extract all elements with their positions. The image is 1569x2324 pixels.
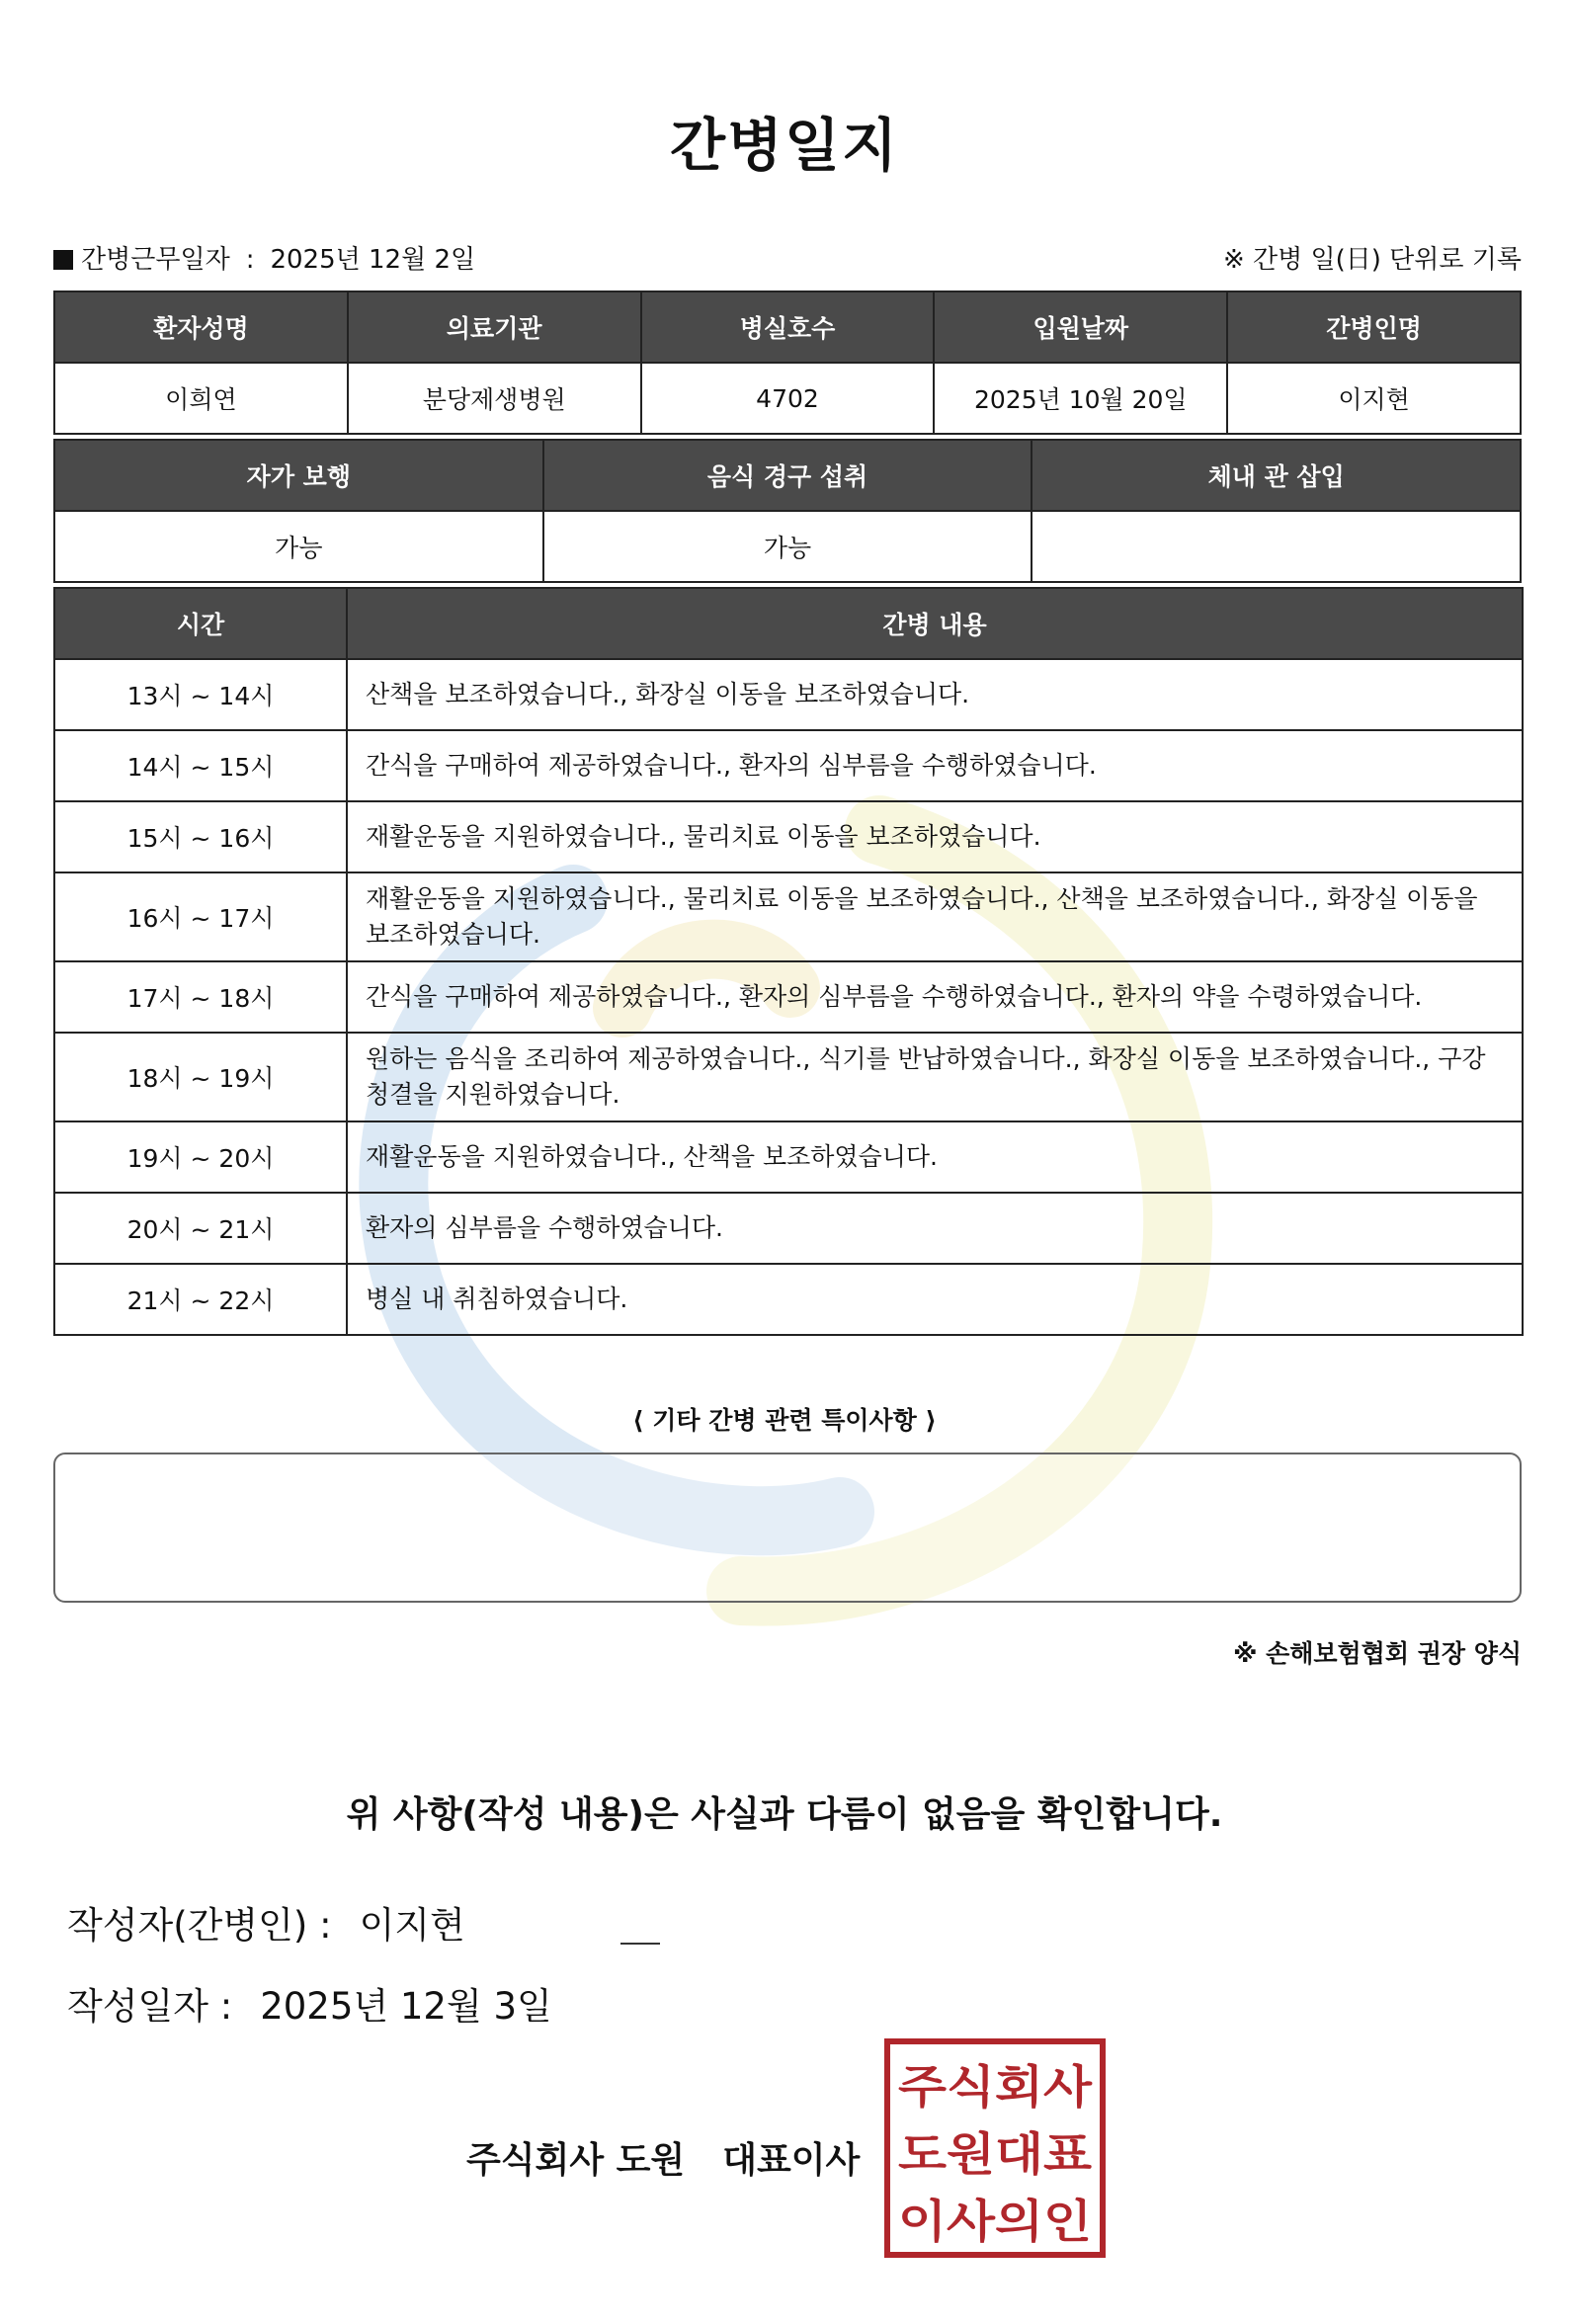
log-time: 14시 ~ 15시 (54, 730, 347, 801)
log-time: 17시 ~ 18시 (54, 961, 347, 1033)
company-role: 대표이사 (722, 2140, 861, 2181)
special-notes-box (53, 1452, 1522, 1603)
work-date-separator: : (245, 245, 255, 275)
work-date-label: 간병근무일자 (81, 245, 230, 275)
work-date-line (53, 239, 475, 276)
log-content: 재활운동을 지원하였습니다., 산책을 보조하였습니다. (347, 1121, 1523, 1193)
log-content: 환자의 심부름을 수행하였습니다. (347, 1193, 1523, 1264)
room-number-value: 4702 (641, 363, 935, 434)
log-time: 20시 ~ 21시 (54, 1193, 347, 1264)
log-time: 13시 ~ 14시 (54, 659, 347, 730)
log-content: 재활운동을 지원하였습니다., 물리치료 이동을 보조하였습니다., 산책을 보조하였습니다., 화장실 이동을 보조하였습니다. (347, 872, 1523, 961)
page-title: 간병일지 (669, 112, 900, 179)
header-time: 시간 (54, 588, 347, 659)
seal-line: 주식회사 (898, 2060, 1093, 2114)
patient-status-table (53, 439, 1522, 583)
patient-info-header-row (54, 291, 1521, 363)
header-tube-insertion: 체내 관 삽입 (1032, 440, 1521, 511)
table-row (54, 1033, 1523, 1121)
oral-intake-value: 가능 (543, 511, 1032, 582)
writer-line (67, 1895, 465, 1949)
patient-status-header-row (54, 440, 1521, 511)
writer-label: 작성자(간병인) : (67, 1904, 332, 1947)
log-time: 15시 ~ 16시 (54, 801, 347, 872)
header-patient-name: 환자성명 (54, 291, 348, 363)
self-walking-value: 가능 (54, 511, 543, 582)
log-content: 병실 내 취침하였습니다. (347, 1264, 1523, 1335)
seal-line: 이사의인 (898, 2195, 1092, 2248)
log-content: 원하는 음식을 조리하여 제공하였습니다., 식기를 반납하였습니다., 화장실 이동을 보조하였습니다., 구강 청결을 지원하였습니다. (347, 1033, 1523, 1121)
header-care-content: 간병 내용 (347, 588, 1523, 659)
table-row (54, 1121, 1523, 1193)
header-room-number: 병실호수 (641, 291, 935, 363)
square-bullet-icon (53, 250, 73, 270)
confirmation-statement: 위 사항(작성 내용)은 사실과 다름이 없음을 확인합니다. (346, 1794, 1223, 1835)
work-date-value: 2025년 12월 2일 (270, 245, 476, 275)
seal-line: 도원대표 (898, 2127, 1093, 2181)
log-content: 산책을 보조하였습니다., 화장실 이동을 보조하였습니다. (347, 659, 1523, 730)
seal-lettering (898, 2060, 1093, 2248)
header-oral-intake: 음식 경구 섭취 (543, 440, 1032, 511)
table-row (54, 659, 1523, 730)
record-note: ※ 간병 일(日) 단위로 기록 (1222, 245, 1522, 275)
table-row (54, 961, 1523, 1033)
table-row (54, 730, 1523, 801)
header-self-walking: 자가 보행 (54, 440, 543, 511)
table-row (54, 872, 1523, 961)
header-caregiver-name: 간병인명 (1227, 291, 1521, 363)
special-notes-title: ⟨ 기타 간병 관련 특이사항 ⟩ (632, 1406, 937, 1435)
writer-name: 이지현 (359, 1904, 465, 1947)
header-hospital: 의료기관 (348, 291, 641, 363)
form-source-note: ※ 손해보험협회 권장 양식 (1233, 1639, 1522, 1668)
care-log-table (53, 587, 1524, 1336)
caregiver-name-value: 이지현 (1227, 363, 1521, 434)
patient-info-table (53, 290, 1522, 435)
log-content: 간식을 구매하여 제공하였습니다., 환자의 심부름을 수행하였습니다., 환자의 약을 수령하였습니다. (347, 961, 1523, 1033)
patient-info-value-row (54, 363, 1521, 434)
log-content: 간식을 구매하여 제공하였습니다., 환자의 심부름을 수행하였습니다. (347, 730, 1523, 801)
log-time: 19시 ~ 20시 (54, 1121, 347, 1193)
table-row (54, 1193, 1523, 1264)
table-row (54, 801, 1523, 872)
header-admission-date: 입원날짜 (934, 291, 1227, 363)
write-date-value: 2025년 12월 3일 (260, 1985, 552, 2028)
log-content: 재활운동을 지원하였습니다., 물리치료 이동을 보조하였습니다. (347, 801, 1523, 872)
tube-insertion-value (1032, 511, 1521, 582)
log-time: 21시 ~ 22시 (54, 1264, 347, 1335)
log-time: 16시 ~ 17시 (54, 872, 347, 961)
write-date-label: 작성일자 : (67, 1985, 233, 2028)
patient-status-value-row (54, 511, 1521, 582)
company-name: 주식회사 도원 (466, 2140, 686, 2181)
company-seal-stamp (883, 2037, 1107, 2259)
hospital-value: 분당제생병원 (348, 363, 641, 434)
write-date-line (67, 1976, 552, 2030)
log-time: 18시 ~ 19시 (54, 1033, 347, 1121)
patient-name-value: 이희연 (54, 363, 348, 434)
admission-date-value: 2025년 10월 20일 (934, 363, 1227, 434)
care-log-header-row (54, 588, 1523, 659)
company-signature-line (466, 2132, 860, 2183)
underline-mark (620, 1943, 660, 1945)
table-row (54, 1264, 1523, 1335)
